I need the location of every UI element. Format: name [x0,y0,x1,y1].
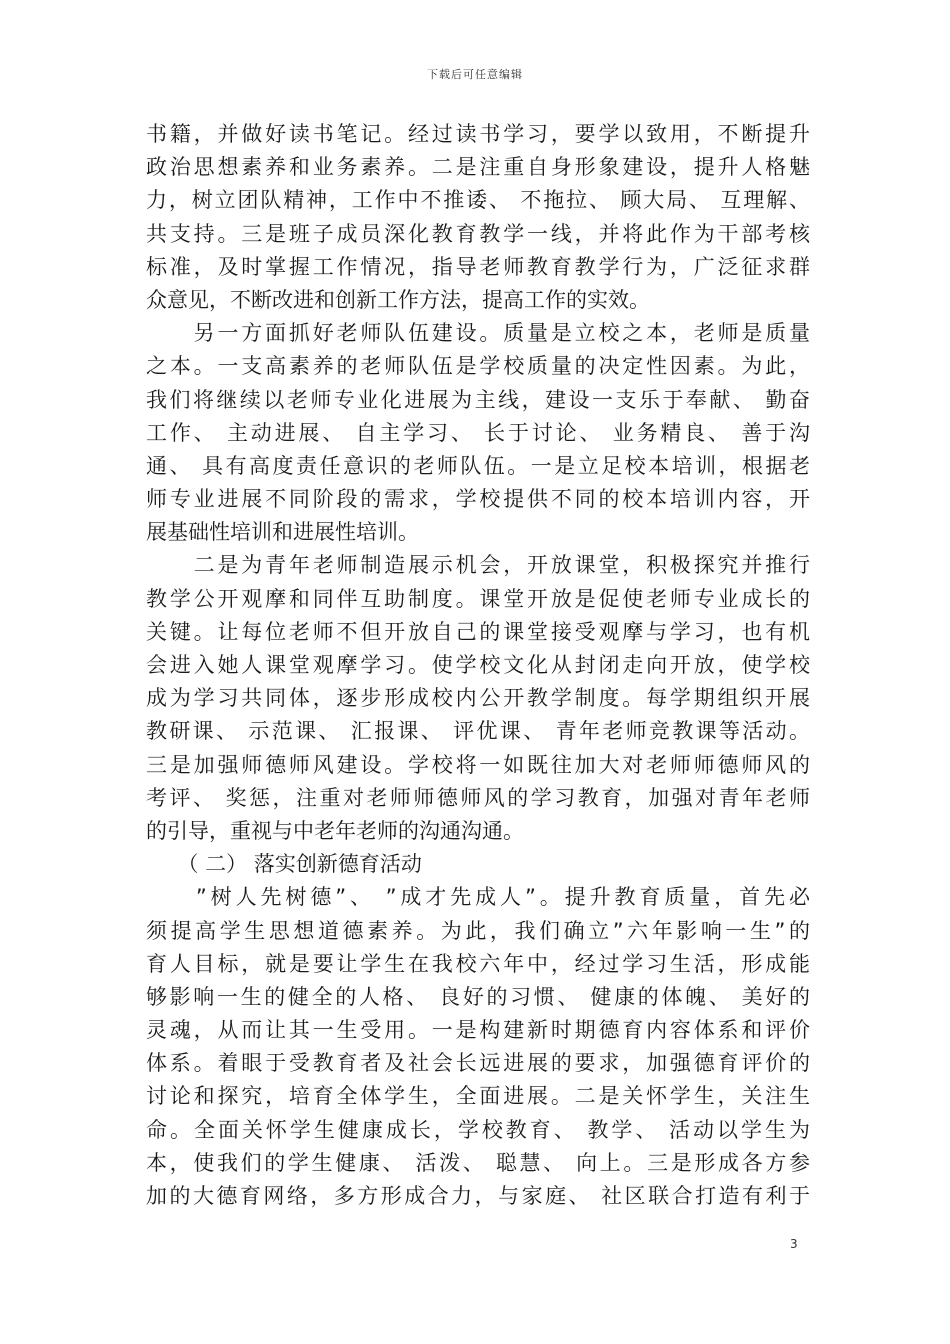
text-line: 通、 具有高度责任意识的老师队伍。一是立足校本培训，根据老 [146,453,810,478]
text-line: 关键。让每位老师不但开放自己的课堂接受观摩与学习，也有机 [146,619,810,644]
text-line: 众意见，不断改进和创新工作方法，提高工作的实效。 [146,287,650,312]
text-line: 共支持。三是班子成员深化教育教学一线，并将此作为干部考核 [146,221,810,246]
text-line: 讨论和探究，培育全体学生，全面进展。二是关怀学生，关注生 [146,1084,810,1109]
text-line: ”树人先树德”、 ”成才先成人”。提升教育质量，首先必 [146,885,810,910]
text-line: 教学公开观摩和同伴互助制度。课堂开放是促使老师专业成长的 [146,586,810,611]
text-line: 成为学习共同体，逐步形成校内公开教学制度。每学期组织开展 [146,686,810,711]
text-line: 命。全面关怀学生健康成长，学校教育、 教学、 活动以学生为 [146,1117,810,1142]
text-line: 体系。着眼于受教育者及社会长远进展的要求，加强德育评价的 [146,1051,810,1076]
text-line: 加的大德育网络，多方形成合力，与家庭、 社区联合打造有利于 [146,1184,810,1208]
text-line: 考评、 奖惩，注重对老师师德师风的学习教育，加强对青年老师 [146,785,810,810]
page-header: 下载后可任意编辑 [427,68,523,81]
text-line: 另一方面抓好老师队伍建设。质量是立校之本，老师是质量 [146,321,810,346]
text-line: 教研课、 示范课、 汇报课、 评优课、 青年老师竞教课等活动。 [146,719,810,744]
text-line: 工作、 主动进展、 自主学习、 长于讨论、 业务精良、 善于沟 [146,420,810,445]
text-line: 够影响一生的健全的人格、 良好的习惯、 健康的体魄、 美好的 [146,984,810,1009]
page-number: 3 [790,1237,798,1251]
text-line: 会进入她人课堂观摩学习。使学校文化从封闭走向开放，使学校 [146,653,810,677]
text-line: 育人目标，就是要让学生在我校六年中，经过学习生活，形成能 [146,951,810,976]
text-line: 灵魂，从而让其一生受用。一是构建新时期德育内容体系和评价 [146,1018,810,1043]
text-line: 力，树立团队精神，工作中不推诿、 不拖拉、 顾大局、 互理解、 [146,188,810,213]
document-body [146,118,810,1213]
text-line: （ 二） 落实创新德育活动 [146,852,422,877]
text-line: 政治思想素养和业务素养。二是注重自身形象建设，提升人格魅 [146,155,810,180]
text-line: 本，使我们的学生健康、 活泼、 聪慧、 向上。三是形成各方参 [146,1150,810,1175]
text-line: 书籍，并做好读书笔记。经过读书学习，要学以致用，不断提升 [146,122,810,146]
text-line: 三是加强师德师风建设。学校将一如既往加大对老师师德师风的 [146,752,810,777]
text-line: 师专业进展不同阶段的需求，学校提供不同的校本培训内容，开 [146,487,810,512]
text-line: 标准，及时掌握工作情况，指导老师教育教学行为，广泛征求群 [146,254,810,279]
text-line: 展基础性培训和进展性培训。 [146,520,419,545]
text-line: 我们将继续以老师专业化进展为主线，建设一支乐于奉献、 勤奋 [146,387,810,412]
text-line: 的引导，重视与中老年老师的沟通沟通。 [146,818,524,843]
text-line: 二是为青年老师制造展示机会，开放课堂，积极探究并推行 [146,553,810,578]
text-line: 须提高学生思想道德素养。为此，我们确立”六年影响一生”的 [146,918,810,943]
text-line: 之本。一支高素养的老师队伍是学校质量的决定性因素。为此， [146,354,810,379]
